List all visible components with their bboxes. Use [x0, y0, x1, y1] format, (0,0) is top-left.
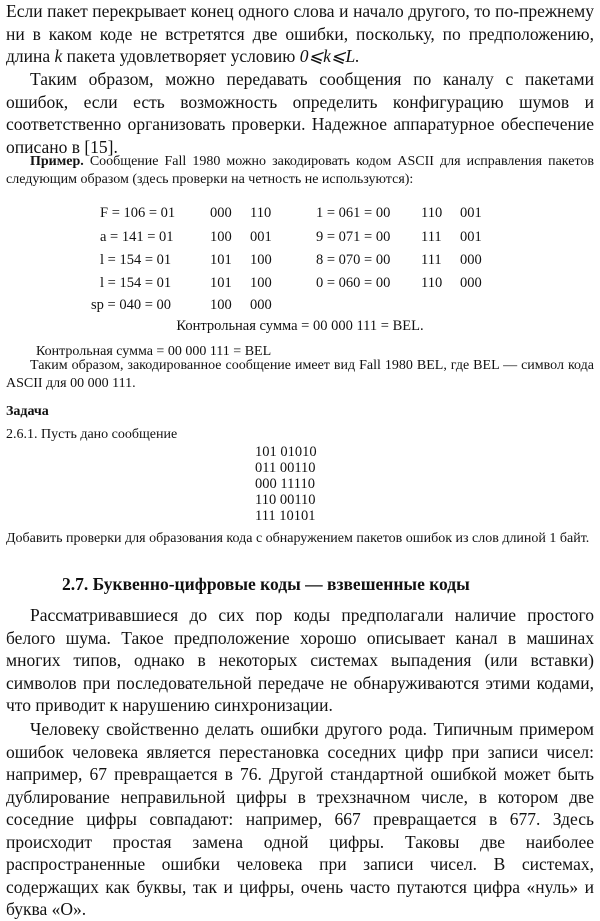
encoding-bits: 110 [421, 205, 443, 221]
encoding-expr: 0 = 060 = 00 [316, 275, 391, 291]
section-heading: 2.7. Буквенно-цифровые коды — взвешенные коды [62, 574, 470, 594]
task-text: 2.6.1. Пусть дано сообщение [6, 427, 178, 442]
encoding-bits: 000 [460, 252, 482, 268]
example-text: Сообщение Fall 1980 можно закодировать кодом ASCII для исправления пакетов следующим образом (здесь проверки на четность не используются): [6, 154, 595, 187]
encoding-expr: 9 = 071 = 00 [316, 229, 391, 245]
encoding-expr: F = 106 = 01 [100, 205, 176, 221]
section-paragraph-human-errors: Человеку свойственно делать ошибки другого рода. Типичным примером ошибок человека является перестановка соседних цифр при записи чисел: например, 67 превращается в 76. Другой стандартной ошибкой может быть дублирование неправильной цифры в трехзначном числе, в котором две соседние цифры совпадают: например, 667 превращается в 677. Здесь происходит простая замена одной цифры. Таковы две наиболее распространенные ошибки человека при записи чисел. В системах, содержащих как буквы, так и цифры, очень часто путаются цифра «нуль» и буква «О». [6, 719, 594, 919]
encoding-bits: 001 [460, 229, 482, 245]
message-row: 110 00110 [255, 492, 316, 508]
example-label: Пример. [30, 154, 84, 169]
task-heading: Задача [6, 404, 49, 419]
message-row: 101 01010 [255, 444, 317, 460]
encoding-bits: 110 [421, 275, 443, 291]
encoding-bits: 100 [250, 275, 272, 291]
encoding-bits: 000 [250, 297, 272, 313]
encoding-bits: 000 [210, 205, 232, 221]
encoding-expr: 1 = 061 = 00 [316, 205, 391, 221]
encoding-expr: l = 154 = 01 [100, 275, 172, 291]
paragraph-burst-channel: Таким образом, можно передавать сообщения по каналу с пакетами ошибок, если есть возможность определить конфигурацию шумов и соответственно организовать проверки. Надежное аппаратурное обеспечение описано в [15]. [6, 69, 594, 157]
encoding-bits: 100 [210, 229, 232, 245]
encoding-bits: 111 [421, 229, 442, 245]
encoding-bits: 000 [460, 275, 482, 291]
encoding-bits: 100 [250, 252, 272, 268]
encoding-bits: 001 [460, 205, 482, 221]
encoding-expr: 8 = 070 = 00 [316, 252, 391, 268]
example-paragraph [6, 153, 594, 188]
section-paragraph-noise: Рассматривавшиеся до сих пор коды предполагали наличие простого белого шума. Такое предположение хорошо описывает канал в машинах многих типов, однако в некоторых системах выпадения (или вставки) символов при последовательной передаче не обнаруживаются этими кодами, что приводит к нарушению синхронизации. [6, 605, 594, 715]
task-question: Добавить проверки для образования кода с обнаружением пакетов ошибок из слов длиной 1 байт. [6, 531, 590, 546]
checksum-line: Контрольная сумма = 00 000 111 = BEL. [176, 318, 424, 334]
encoding-expr: sp = 040 = 00 [91, 297, 171, 313]
encoding-bits: 101 [210, 275, 232, 291]
message-row: 011 00110 [255, 460, 316, 476]
encoding-bits: 101 [210, 252, 232, 268]
variable-k: k [54, 46, 63, 66]
encoding-bits: 110 [250, 205, 272, 221]
encoding-expr: l = 154 = 01 [100, 252, 172, 268]
message-row: 000 11110 [255, 476, 316, 492]
paragraph-packet-overlap: Если пакет перекрывает конец одного слова и начало другого, то по-прежнему ни в каком коде не встретятся две ошибки, поскольку, по предположению, длина k пакета удовлетворяет условию 0⩽k⩽L. [6, 1, 594, 66]
encoding-bits: 111 [421, 252, 442, 268]
conclusion-paragraph: Таким образом, закодированное сообщение имеет вид Fall 1980 BEL, где BEL — символ кода ASCII для 00 000 111. [6, 358, 594, 391]
encoding-bits: 001 [250, 229, 272, 245]
message-row: 111 10101 [255, 508, 316, 524]
checksum-line-repeated: Контрольная сумма = 00 000 111 = BEL [36, 344, 272, 359]
encoding-expr: a = 141 = 01 [100, 229, 174, 245]
encoding-bits: 100 [210, 297, 232, 313]
condition-formula: 0⩽k⩽L. [299, 46, 360, 66]
